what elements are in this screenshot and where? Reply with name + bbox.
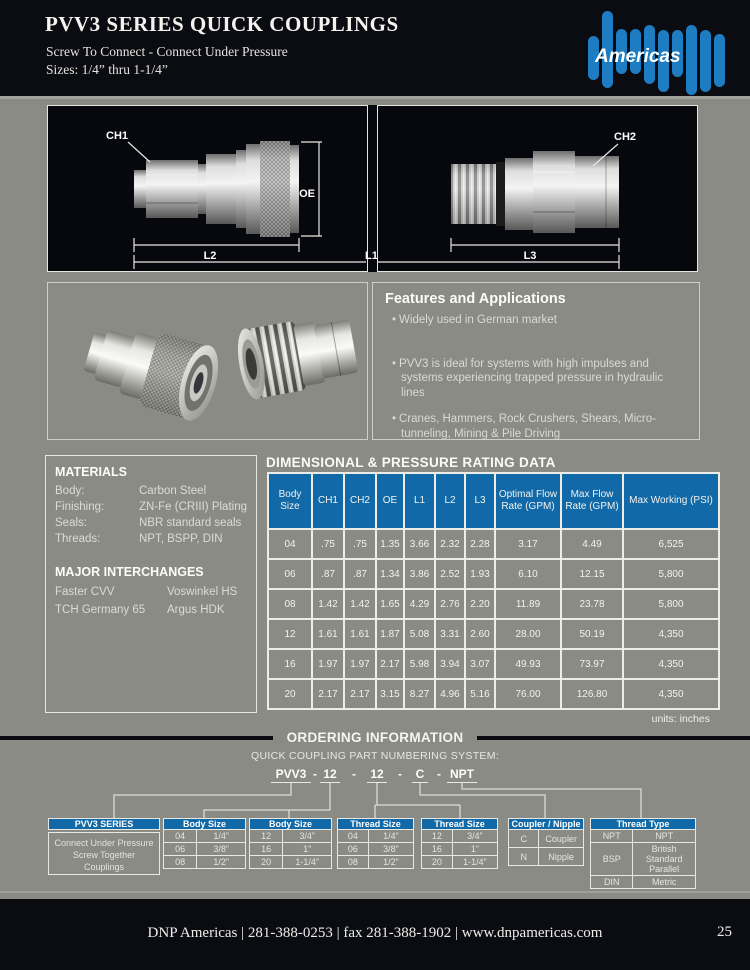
code-table-row <box>421 843 498 856</box>
dim-cell: 2.52 <box>435 559 465 589</box>
code-table-row <box>163 830 246 843</box>
dim-cell: 3.66 <box>404 529 435 559</box>
dim-cell: 04 <box>268 529 312 559</box>
code-cell: 20 <box>421 856 452 869</box>
dim-cell: 2.76 <box>435 589 465 619</box>
dim-cell: 1.93 <box>465 559 495 589</box>
dim-cell: 4,350 <box>623 619 719 649</box>
code-cell: Coupler <box>538 830 584 848</box>
code-cell: NPT <box>632 830 696 843</box>
series-box-header: PVV3 SERIES <box>48 818 160 830</box>
code-cell: 1/2” <box>368 856 414 869</box>
code-table-row <box>590 843 696 876</box>
dim-cell: 3.07 <box>465 649 495 679</box>
series-legend-box <box>48 818 160 875</box>
materials-title: MATERIALS <box>55 465 127 479</box>
code-cell: 12 <box>249 830 282 843</box>
footer-separator <box>0 891 750 893</box>
dim-cell: 73.97 <box>561 649 623 679</box>
code-cell: N <box>508 848 538 866</box>
dim-table-row <box>268 619 719 649</box>
dim-cell: 11.89 <box>495 589 561 619</box>
code-cell: 12 <box>421 830 452 843</box>
oe-label: OE <box>299 188 315 200</box>
dim-cell: 8.27 <box>404 679 435 709</box>
product-photo-panel <box>47 282 368 440</box>
dim-cell: 1.65 <box>376 589 404 619</box>
code-cell: DIN <box>590 876 632 889</box>
part-segment-threadtype: NPT <box>447 767 477 783</box>
code-table-row <box>590 876 696 889</box>
code-table-header: Thread Size <box>421 818 498 830</box>
part-dash: - <box>352 767 356 781</box>
header-separator <box>0 96 750 99</box>
dim-cell: 3.94 <box>435 649 465 679</box>
material-row: Finishing: ZN-Fe (CRIII) Plating <box>55 501 247 513</box>
code-cell: Metric <box>632 876 696 889</box>
dim-cell: 1.42 <box>344 589 376 619</box>
code-cell: 20 <box>249 856 282 869</box>
bullet-dot-icon: • <box>392 357 397 370</box>
dim-cell: 1.97 <box>312 649 344 679</box>
page-title: PVV3 SERIES QUICK COUPLINGS <box>45 12 399 36</box>
dim-cell: 3.31 <box>435 619 465 649</box>
code-table-row <box>421 830 498 843</box>
couplings-photo <box>48 283 366 438</box>
dim-cell: 3.17 <box>495 529 561 559</box>
code-table-row <box>249 830 332 843</box>
dim-col-header: Optimal Flow Rate (GPM) <box>495 473 561 529</box>
code-table-row <box>337 843 414 856</box>
dim-cell: 12.15 <box>561 559 623 589</box>
page-number: 25 <box>717 924 732 940</box>
dim-table-row <box>268 559 719 589</box>
part-dash: - <box>437 767 441 781</box>
dim-col-header: CH1 <box>312 473 344 529</box>
ordering-title: ORDERING INFORMATION <box>0 729 750 747</box>
dim-col-header: L2 <box>435 473 465 529</box>
nipple-diagram <box>378 106 696 270</box>
dim-cell: 20 <box>268 679 312 709</box>
dim-cell: 2.32 <box>435 529 465 559</box>
dim-cell: 1.61 <box>312 619 344 649</box>
code-cell: 04 <box>337 830 368 843</box>
code-table-body-size <box>163 818 246 869</box>
code-cell: NPT <box>590 830 632 843</box>
dim-cell: 5.08 <box>404 619 435 649</box>
dim-cell: 49.93 <box>495 649 561 679</box>
code-cell: 3/8” <box>368 843 414 856</box>
dim-col-header: CH2 <box>344 473 376 529</box>
dim-cell: 76.00 <box>495 679 561 709</box>
dnp-americas-logo <box>585 6 745 96</box>
dim-cell: 23.78 <box>561 589 623 619</box>
dim-cell: 1.97 <box>344 649 376 679</box>
code-table-row <box>249 843 332 856</box>
part-segment-series: PVV3 <box>271 767 311 783</box>
dim-cell: 2.20 <box>465 589 495 619</box>
ordering-subtitle: QUICK COUPLING PART NUMBERING SYSTEM: <box>251 750 499 762</box>
code-cell: 1-1/4” <box>282 856 332 869</box>
code-table-header: Thread Type <box>590 818 696 830</box>
dim-cell: 08 <box>268 589 312 619</box>
page-subtitle: Screw To Connect - Connect Under Pressure <box>46 44 288 59</box>
features-panel <box>372 282 700 440</box>
dim-cell: 12 <box>268 619 312 649</box>
dim-table-row <box>268 649 719 679</box>
dim-cell: 1.87 <box>376 619 404 649</box>
dim-table-title: DIMENSIONAL & PRESSURE RATING DATA <box>266 455 556 470</box>
header-band <box>0 0 750 96</box>
dim-col-header: L1 <box>404 473 435 529</box>
dim-cell: 2.17 <box>344 679 376 709</box>
code-table-header: Body Size <box>163 818 246 830</box>
interchanges-title: MAJOR INTERCHANGES <box>55 565 204 579</box>
dim-cell: .75 <box>344 529 376 559</box>
dim-cell: .87 <box>344 559 376 589</box>
dim-col-header: L3 <box>465 473 495 529</box>
dim-cell: 4,350 <box>623 649 719 679</box>
code-cell: 04 <box>163 830 196 843</box>
code-cell: British Standard Parallel <box>632 843 696 876</box>
code-cell: 06 <box>163 843 196 856</box>
interchange-row: Faster CVV Voswinkel HS <box>55 586 238 598</box>
dim-cell: 06 <box>268 559 312 589</box>
dim-cell: 2.60 <box>465 619 495 649</box>
dim-cell: .75 <box>312 529 344 559</box>
dim-col-header: Body Size <box>268 473 312 529</box>
material-row: Threads: NPT, BSPP, DIN <box>55 533 223 545</box>
dim-col-header: OE <box>376 473 404 529</box>
dim-cell: 5.98 <box>404 649 435 679</box>
dim-cell: 16 <box>268 649 312 679</box>
l3-label: L3 <box>523 250 537 262</box>
part-segment-threadsize: 12 <box>367 767 387 783</box>
code-cell: 16 <box>249 843 282 856</box>
code-cell: 16 <box>421 843 452 856</box>
ch1-label: CH1 <box>106 130 129 142</box>
footer-contact: DNP Americas | 281-388-0253 | fax 281-388-1902 | www.dnpamericas.com <box>147 925 603 941</box>
dim-cell: 1.42 <box>312 589 344 619</box>
code-table-coupler-nipple <box>508 818 584 866</box>
part-dash: - <box>313 767 317 781</box>
code-cell: 1/4” <box>196 830 246 843</box>
dim-cell: 28.00 <box>495 619 561 649</box>
dnp-logo-icon <box>585 6 745 96</box>
code-table-row <box>163 843 246 856</box>
code-cell: 1/2” <box>196 856 246 869</box>
dim-cell: 6.10 <box>495 559 561 589</box>
part-segment-bodysize: 12 <box>320 767 340 783</box>
ch2-label: CH2 <box>614 131 637 143</box>
code-cell: 1-1/4” <box>452 856 498 869</box>
dim-table-row <box>268 589 719 619</box>
dim-col-header: Max Flow Rate (GPM) <box>561 473 623 529</box>
code-cell: 06 <box>337 843 368 856</box>
code-cell: 3/4” <box>282 830 332 843</box>
dimension-diagrams <box>47 105 698 272</box>
code-table-row <box>508 848 584 866</box>
code-cell: Nipple <box>538 848 584 866</box>
code-table-row <box>508 830 584 848</box>
dim-cell: 126.80 <box>561 679 623 709</box>
logo-script-text: Americas <box>595 46 681 67</box>
dim-cell: 3.86 <box>404 559 435 589</box>
dim-cell: 5,800 <box>623 559 719 589</box>
dim-table-row <box>268 679 719 709</box>
material-row: Body: Carbon Steel <box>55 485 207 497</box>
code-table-row <box>590 830 696 843</box>
bullet-dot-icon: • <box>392 314 397 326</box>
code-cell: 1” <box>452 843 498 856</box>
code-cell: C <box>508 830 538 848</box>
code-table-row <box>163 856 246 869</box>
code-cell: 08 <box>163 856 196 869</box>
dim-cell: 6,525 <box>623 529 719 559</box>
dim-cell: 4.29 <box>404 589 435 619</box>
dim-cell: 3.15 <box>376 679 404 709</box>
interchange-row: TCH Germany 65 Argus HDK <box>55 604 225 616</box>
dim-cell: 2.17 <box>376 649 404 679</box>
dim-cell: 4.49 <box>561 529 623 559</box>
code-table-thread-size <box>421 818 498 869</box>
code-cell: 08 <box>337 856 368 869</box>
material-row: Seals: NBR standard seals <box>55 517 242 529</box>
feature-item: • Cranes, Hammers, Rock Crushers, Shears, Micro-tunneling, Mining & Pile Driving <box>392 413 656 440</box>
code-table-thread-type <box>590 818 696 889</box>
coupler-diagram-panel <box>47 105 368 272</box>
code-table-body-size <box>249 818 332 869</box>
part-segment-coupler: C <box>412 767 428 783</box>
dim-cell: 5,800 <box>623 589 719 619</box>
materials-panel <box>45 455 257 713</box>
dim-cell: 1.61 <box>344 619 376 649</box>
series-box-body: Connect Under Pressure Screw Together Couplings <box>48 832 160 875</box>
feature-item: • PVV3 is ideal for systems with high impulses and systems experiencing trapped pressure in hydraulic lines <box>392 357 664 399</box>
code-table-header: Thread Size <box>337 818 414 830</box>
code-cell: 3/4” <box>452 830 498 843</box>
dim-cell: 4,350 <box>623 679 719 709</box>
dim-cell: 50.19 <box>561 619 623 649</box>
bullet-dot-icon: • <box>392 413 397 426</box>
code-table-header: Body Size <box>249 818 332 830</box>
code-cell: BSP <box>590 843 632 876</box>
part-dash: - <box>398 767 402 781</box>
code-cell: 1” <box>282 843 332 856</box>
units-note: units: inches <box>651 713 710 725</box>
l2-label: L2 <box>203 250 217 262</box>
dim-cell: 2.17 <box>312 679 344 709</box>
dim-cell: 1.35 <box>376 529 404 559</box>
dim-cell: 5.16 <box>465 679 495 709</box>
dim-table-row <box>268 529 719 559</box>
code-cell: 1/4” <box>368 830 414 843</box>
dim-table <box>267 472 720 710</box>
dim-col-header: Max Working (PSI) <box>623 473 719 529</box>
code-table-row <box>337 856 414 869</box>
code-table-header: Coupler / Nipple <box>508 818 584 830</box>
dim-cell: 2.28 <box>465 529 495 559</box>
code-table-thread-size <box>337 818 414 869</box>
coupler-diagram <box>48 106 366 270</box>
nipple-diagram-panel <box>377 105 698 272</box>
feature-item: • Widely used in German market <box>392 314 557 326</box>
footer-band <box>0 899 750 970</box>
dim-cell: 1.34 <box>376 559 404 589</box>
page-sizes: Sizes: 1/4” thru 1-1/4” <box>46 62 168 77</box>
dim-cell: 4.96 <box>435 679 465 709</box>
code-table-row <box>337 830 414 843</box>
code-table-row <box>421 856 498 869</box>
l1-label: L1 <box>365 250 378 262</box>
code-cell: 3/8” <box>196 843 246 856</box>
dim-cell: .87 <box>312 559 344 589</box>
code-table-row <box>249 856 332 869</box>
features-title: Features and Applications <box>385 291 566 307</box>
